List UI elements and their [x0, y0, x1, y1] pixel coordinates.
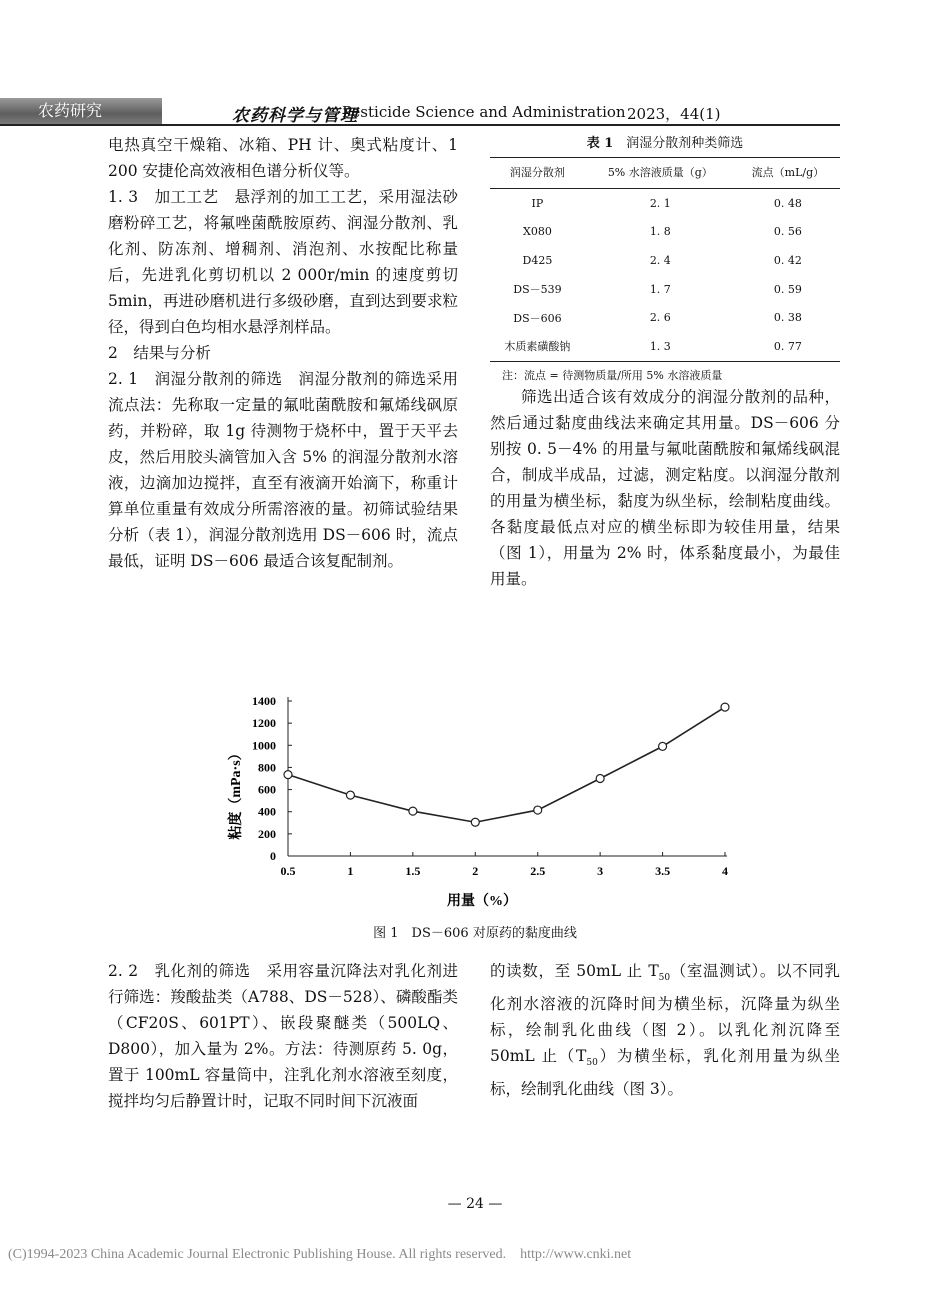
y-tick-label: 800 — [258, 760, 276, 775]
table-row — [490, 275, 840, 304]
y-tick-label: 1400 — [252, 694, 276, 708]
text-segment: ）为横坐标，乳化剂用量为纵坐标，绘制乳化曲线（图 3）。 — [490, 1047, 840, 1099]
data-point — [659, 742, 667, 750]
section-2-2: 2. 2 乳化剂的筛选 采用容量沉降法对乳化剂进行筛选：羧酸盐类（A788、DS－528）、磷酸酯类（CF20S、601PT）、嵌段聚醚类（500LQ、D800），加入量为 2%。方法：待测原药 5. 0g，置于 100mL 容量筒中，注乳化剂水溶液至刻度，搅拌均匀后静置计时，记取不同时间下沉液面 — [108, 962, 458, 1110]
table-cell: 木质素磺酸钠 — [490, 332, 585, 361]
table-1-caption-num: 表 1 — [586, 136, 614, 151]
table-cell: D425 — [522, 253, 553, 267]
section-1-3 — [108, 184, 458, 340]
table-1 — [490, 157, 840, 362]
table-cell: 0. 38 — [773, 311, 802, 325]
subscript: 50 — [586, 1058, 598, 1069]
table-row — [490, 246, 840, 275]
table-cell: 0. 42 — [773, 253, 802, 267]
table-cell: IP — [531, 196, 544, 210]
data-point — [534, 806, 542, 814]
x-tick-label: 3 — [597, 864, 604, 878]
y-tick-label: 0 — [270, 849, 276, 863]
figure-1-chart — [200, 685, 760, 915]
x-axis-label: 用量（%） — [447, 894, 517, 909]
data-point — [471, 818, 479, 826]
section-2-heading: 2 结果与分析 — [108, 344, 211, 362]
table-cell: 0. 77 — [736, 332, 840, 361]
table-header-row — [490, 158, 840, 189]
table-row — [490, 303, 840, 332]
table-header-cell: 润湿分散剂 — [490, 158, 585, 189]
para-equipment: 电热真空干燥箱、冰箱、PH 计、奥式粘度计、1 200 安捷伦高效液相色谱分析仪等。 — [108, 136, 458, 180]
section-2-1 — [108, 366, 458, 574]
data-point — [596, 775, 604, 783]
y-tick-label: 200 — [258, 826, 276, 841]
table-cell: 2. 6 — [649, 311, 671, 325]
table-1-note: 注：流点 = 待测物质量/所用 5% 水溶液质量 — [502, 368, 723, 382]
table-cell: 1. 7 — [649, 282, 671, 296]
x-tick-label: 0.5 — [280, 864, 296, 878]
section-tag: 农药研究 — [0, 98, 162, 124]
section-2-2-continued — [490, 958, 840, 1102]
subscript: 50 — [658, 973, 671, 984]
table-cell: DS－606 — [513, 311, 562, 325]
x-tick-label: 1 — [347, 864, 354, 878]
section-1-3-heading: 1. 3 加工工艺 — [108, 188, 219, 206]
data-point — [721, 703, 729, 711]
y-tick-label: 1200 — [252, 716, 276, 731]
section-2-1-text: 润湿分散剂的筛选采用流点法：先称取一定量的氟吡菌酰胺和氟烯线砜原药，并粉碎，取 1g 待测物于烧杯中，置于天平去皮，然后用胶头滴管加入含 5% 的润湿分散剂水溶液，边滴加边搅拌，直至有液滴开始滴下，称重计算单位重量有效成分所需溶液的量。初筛试验结果分析（表 1），润湿分散剂选用 DS－606 时，流点最低，证明 DS－606 最适合该复配制剂。 — [108, 370, 458, 570]
data-point — [284, 771, 292, 779]
section-1-3-text: 悬浮剂的加工工艺，采用湿法砂磨粉碎工艺，将氟唑菌酰胺原药、润湿分散剂、乳化剂、防冻剂、增稠剂、消泡剂、水按配比称量后，先进乳化剪切机以 2 000r/min 的速度剪切 5min，再进砂磨机进行多级砂磨，直到达到要求粒径，得到白色均相水悬浮剂样品。 — [108, 188, 458, 336]
table-row — [490, 189, 840, 218]
left-column — [108, 132, 458, 574]
journal-title-en: Pesticide Science and Administration — [342, 103, 626, 121]
table-header-cell: 流点（mL/g） — [736, 158, 840, 189]
data-point — [409, 807, 417, 815]
table-cell: 1. 3 — [585, 332, 736, 361]
journal-volume: 2023，44(1) — [627, 105, 721, 123]
section-2-1-heading: 2. 1 润湿分散剂的筛选 — [108, 370, 283, 388]
x-tick-label: 2 — [472, 864, 479, 878]
journal-title-cn: 农药科学与管理 — [232, 106, 358, 126]
text-segment: （室温测试）。以不同乳化剂水溶液的沉降时间为横坐标，沉降量为纵坐标，绘制乳化曲线（图 2）。以乳化剂沉降至 50mL 止（T — [490, 962, 840, 1066]
table-cell: DS－539 — [513, 283, 562, 297]
table-cell: 2. 4 — [649, 253, 671, 267]
table-cell: 0. 48 — [773, 196, 802, 210]
chart-axes — [288, 697, 727, 856]
x-tick-label: 1.5 — [405, 864, 421, 878]
y-axis-label: 粘度（mPa·s） — [229, 746, 244, 840]
table-cell: X080 — [523, 225, 552, 239]
y-tick-label: 1000 — [252, 738, 276, 753]
table-1-block — [490, 132, 840, 383]
figure-1-caption: 图 1 DS－606 对原药的黏度曲线 — [373, 926, 577, 941]
table-1-caption-text: 润湿分散剂种类筛选 — [626, 136, 744, 151]
table-row — [490, 218, 840, 247]
y-tick-label: 600 — [258, 782, 276, 797]
table-cell: 0. 56 — [773, 225, 802, 239]
table-1-caption — [490, 132, 840, 151]
table-row — [490, 332, 840, 361]
text-segment: 的读数，至 50mL 止 T — [490, 962, 659, 980]
copyright-line: (C)1994-2023 China Academic Journal Electronic Publishing House. All rights reserved. http://www.cnki.net — [8, 1247, 632, 1262]
x-tick-label: 3.5 — [655, 864, 671, 878]
table-header-cell: 5% 水溶液质量（g） — [585, 158, 736, 189]
x-tick-label: 2.5 — [530, 864, 546, 878]
y-tick-label: 400 — [258, 804, 276, 819]
page-number: — 24 — — [447, 1196, 503, 1212]
x-tick-label: 4 — [722, 864, 728, 878]
data-point — [346, 791, 354, 799]
table-cell: 1. 8 — [649, 225, 671, 239]
table-cell: 0. 59 — [773, 282, 802, 296]
series-line — [288, 707, 725, 822]
header-rule — [0, 124, 840, 126]
series-points — [284, 703, 729, 826]
para-viscosity: 筛选出适合该有效成分的润湿分散剂的品种，然后通过黏度曲线法来确定其用量。DS－606 分别按 0. 5－4% 的用量与氟吡菌酰胺和氟烯线砜混合，制成半成品，过滤，测定粘度。以润湿分散剂的用量为横坐标，黏度为纵坐标，绘制粘度曲线。各黏度最低点对应的横坐标即为较佳用量，结果（图 1），用量为 2% 时，体系黏度最小，为最佳用量。 — [490, 388, 840, 588]
table-cell: 2. 1 — [649, 196, 671, 210]
